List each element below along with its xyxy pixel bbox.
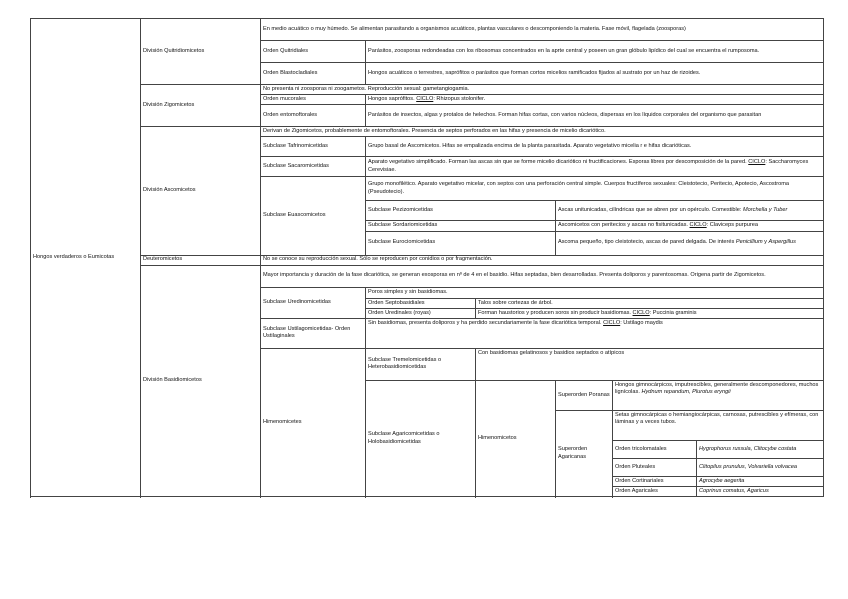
- subclase-tafrino-desc: Grupo basal de Ascomicetos. Hifas se empalizada encima de la planta parasitada. Aparato vegetativo micelia r e hifas dicarióticas.: [366, 137, 824, 157]
- himenomicetes: Himenomicetes: [261, 348, 366, 496]
- orden-mucorales: Orden mucorales: [261, 95, 366, 105]
- division-asco: División Ascomicetos: [141, 127, 261, 255]
- orden-quitridiales-desc: Parásitos, zoosporas redondeadas con los ribosomas concentrados en la aprte central y poseen un gran glóbulo lipídico del cual se encuentra el rumposoma.: [366, 41, 824, 63]
- orden-uredinales: Orden Uredinales (royas): [366, 308, 476, 318]
- subclase-tremelo: Subclase Tremelomicetidas o Heterobasidiomicetidas: [366, 348, 476, 380]
- deuteromicetos: Deuteromicetos: [141, 255, 261, 265]
- asco-desc: Derivan de Zigomicetos, probablemente de entomoftorales. Presencia de septos perforados en las hifas y presencia de micelio dicariótico.: [261, 127, 824, 137]
- division-zigo: División Zigomicetos: [141, 85, 261, 127]
- orden-uredinales-desc: Forman haustorios y producen soros sin producir basidiomas. CICLO: Puccinia graminis: [476, 308, 824, 318]
- orden-cortinariales-ex: Agrocybe aegerita: [697, 476, 824, 486]
- subclase-tafrino: Subclase Tafrinomicetidas: [261, 137, 366, 157]
- orden-septobasidiales-desc: Talos sobre cortezas de árbol.: [476, 298, 824, 308]
- ciclo-link: CICLO: [689, 222, 707, 229]
- subclase-sacaro-desc: Aparato vegetativo simplificado. Forman las ascas sin que se forme micelio dicariótico ni fructificaciones. Esporas libres por descomposición de la pared. CICLO: Saccharomyces Cerevisiae.: [366, 157, 824, 177]
- superorden-agaricanas: Superorden Agaricanas: [556, 410, 613, 496]
- subclase-agarico: Subclase Agaricomicetidas o Holobasidiomicetidas: [366, 380, 476, 496]
- subclase-eurocio-desc: Ascoma pequeño, tipo cleistotecio, ascas de pared delgada. De interés Penicillium y Aspergillus: [556, 231, 824, 255]
- orden-quitridiales: Orden Quitridiales: [261, 41, 366, 63]
- division-basidio: División Basidiomicetos: [141, 265, 261, 497]
- division-quitridio: División Quitridiomicetos: [141, 19, 261, 85]
- ciclo-link: CICLO: [603, 319, 621, 326]
- quitridio-desc: En medio acuático o muy húmedo. Se alimentan parasitando a organismos acuáticos, plantas vasculares o descomponiendo la materia. Fase móvil, flagelada (zoosporas): [261, 19, 824, 41]
- subclase-ustilago: Subclase Ustilagomicetidas- Orden Ustilaginales: [261, 318, 366, 348]
- orden-agaricales: Orden Agaricales: [613, 487, 697, 497]
- orden-septobasidiales: Orden Septobasidiales: [366, 298, 476, 308]
- ciclo-link: CICLO: [748, 159, 766, 166]
- orden-pluteales-ex: Clitopilus prunulus, Volvariella volvacea: [697, 458, 824, 476]
- root-cell: [31, 19, 141, 497]
- orden-tricolomatales-ex: Hygrophorus russula, Clitocybe costata: [697, 440, 824, 458]
- subclase-pezizo-desc: Ascas unitunicadas, cilíndricas que se abren por un opérculo. Comestible: Morchella y Tuber: [556, 201, 824, 221]
- subclase-pezizo: Subclase Pezizomicetidas: [366, 201, 556, 221]
- subclase-sordario: Subclase Sordariomicetidas: [366, 221, 556, 231]
- orden-agaricales-ex: Coprinus comatus, Agaricus: [697, 487, 824, 497]
- classification-table: [30, 18, 824, 497]
- orden-tricolomatales: Orden tricolomatales: [613, 440, 697, 458]
- basidio-desc: Mayor importancia y duración de la fase dicariótica, se generan exosporas en nº de 4 en el basidio. Hifas septadas, bien desarrolladas. Presenta doliporos y parentosomas. Origena partir de Zigomicetos.: [261, 265, 824, 287]
- deuteromicetos-desc: No se conoce su reproducción sexual. Sólo se reproducen por conidios o por fragmentación.: [261, 255, 824, 265]
- superorden-poranas: Superorden Poranas: [556, 380, 613, 410]
- zigo-desc: No presenta ni zoosporas ni zoogametos. Reproducción sexual: gametangiogamia.: [261, 85, 824, 95]
- superorden-poranas-desc: Hongos gimnocárpicos, imputrescibles, generalmente descomponedores, muchos lignícolas. Hydnum repandum, Plurotus eryngii: [613, 380, 824, 410]
- orden-entomoftorales: Orden entomoftorales: [261, 105, 366, 127]
- orden-mucorales-desc: Hongos saprófitos. CICLO: Rhizopus stolonifer.: [366, 95, 824, 105]
- orden-blastocladiales: Orden Blastocladiales: [261, 63, 366, 85]
- orden-pluteales: Orden Pluteales: [613, 458, 697, 476]
- subclase-ustilago-desc: Sin basidiomas, presenta doliporos y ha perdido secundariamente la fase dicariótica temporal. CICLO: Ustilago maydis: [366, 318, 824, 348]
- orden-blastocladiales-desc: Hongos acuáticos o terrestres, saprófitos o parásitos que forman cortos micelios ramificados fijados al sustrato por un haz de rizoides.: [366, 63, 824, 85]
- subclase-uredino: Subclase Uredinomicetidas: [261, 287, 366, 318]
- subclase-sacaro: Subclase Sacaromicetidas: [261, 157, 366, 177]
- subclase-uredino-desc: Poros simples y sin basidiomas.: [366, 287, 824, 298]
- orden-cortinariales: Orden Cortinariales: [613, 476, 697, 486]
- subclase-sordario-desc: Ascomicetos con peritecios y ascas no fisitunicadas. CICLO: Claviceps purpurea: [556, 221, 824, 231]
- subclase-tremelo-desc: Con basidiomas gelatinosos y basidios septados o atípicos: [476, 348, 824, 380]
- subclase-euasco-desc: Grupo monofilético. Aparato vegetativo micelar, con septos con una perforación central simple. Cuerpos fructíferos sexuales: Cleistotecio, Peritecio, Apotecio, Ascostroma (Pseudotecio).: [366, 177, 824, 201]
- superorden-agaricanas-desc: Setas gimnocárpicas o hemiangiocárpicas, carnosas, putrescibles y efímeras, con láminas y a veces tubos.: [613, 410, 824, 440]
- himenomicetos: Himenomicetos: [476, 380, 556, 496]
- root-label: Hongos verdaderos o Eumicotas: [33, 253, 115, 260]
- ciclo-link: CICLO: [416, 95, 434, 102]
- ciclo-link: CICLO: [632, 309, 650, 316]
- subclase-eurocio: Subclase Eurociomicetidas: [366, 231, 556, 255]
- subclase-euasco: Subclase Euascomicetos: [261, 177, 366, 255]
- orden-entomoftorales-desc: Parásitos de insectos, algas y protalos de helechos. Forman hifas cortas, con varios núcleos, dispersas en los líquidos corporales del organismo que parasitan: [366, 105, 824, 127]
